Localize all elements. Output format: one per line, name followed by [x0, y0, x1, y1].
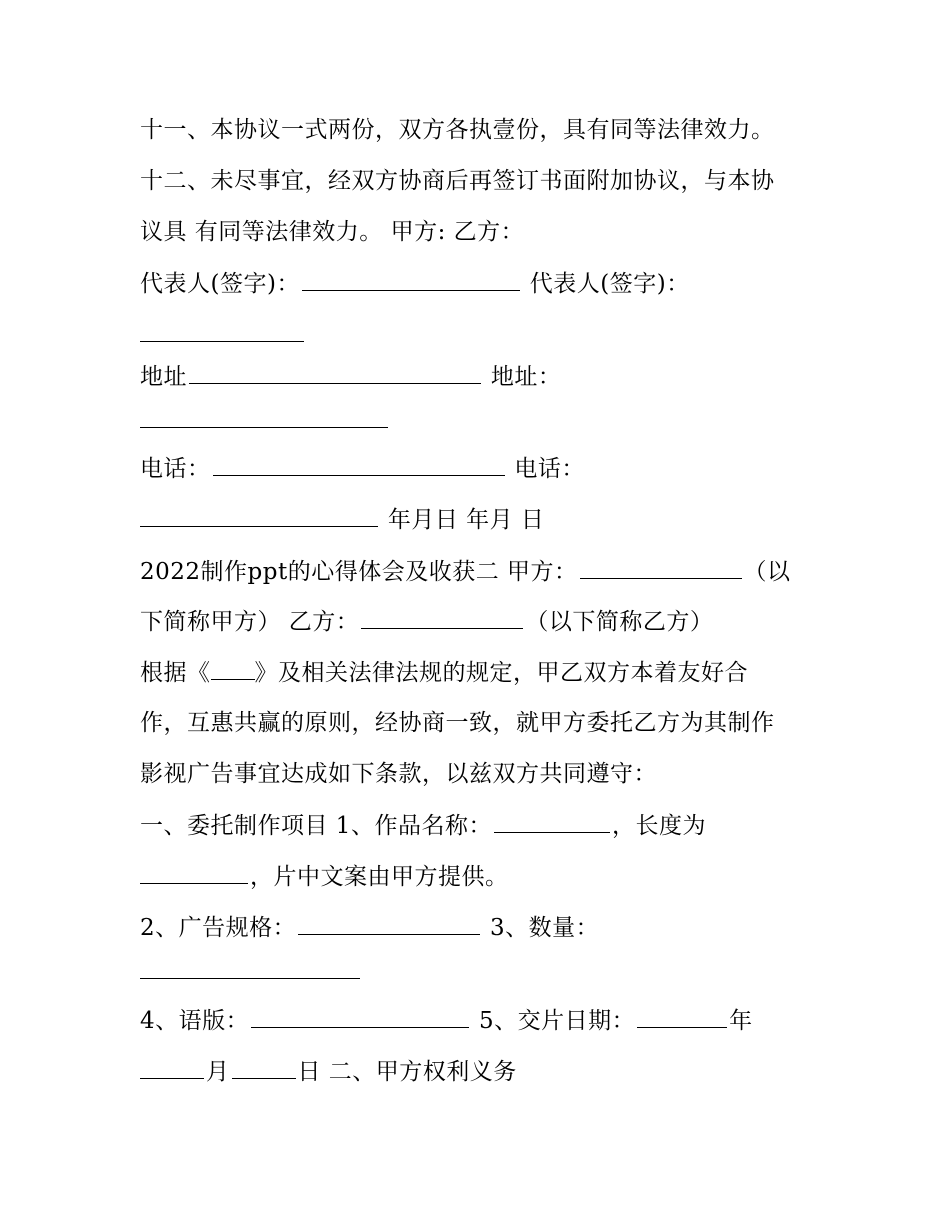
length-blank	[140, 861, 248, 884]
delivery-date-label: 5、交片日期：	[478, 1008, 636, 1034]
month-label: 月	[206, 1059, 230, 1085]
clause-11	[140, 115, 890, 145]
copywriting-text: ，片中文案由甲方提供。	[250, 864, 509, 890]
spec-line	[140, 912, 890, 943]
terms-text: 影视广告事宜达成如下条款，以兹双方共同遵守：	[140, 761, 657, 787]
legal-basis-line	[140, 657, 890, 688]
terms-line	[140, 759, 890, 789]
law-name-blank	[211, 657, 255, 680]
year-label: 年	[729, 1008, 753, 1034]
representative-line	[140, 268, 890, 299]
party-b-line	[140, 606, 890, 637]
party-b-representative-label: 代表人(签字)：	[529, 271, 690, 297]
item-1-line	[140, 810, 890, 841]
party-a-address-label: 地址	[140, 364, 187, 390]
phone-line	[140, 453, 890, 484]
party-a-name-blank	[580, 556, 742, 579]
clause-12-text: 十二、未尽事宜，经双方协商后再签订书面附加协议，与本协	[140, 168, 775, 194]
length-line	[140, 861, 890, 892]
clause-12	[140, 166, 890, 196]
party-b-phone-blank	[140, 504, 378, 527]
delivery-month-blank	[140, 1056, 204, 1079]
work-name-blank	[494, 810, 610, 833]
cooperation-text: 作，互惠共赢的原则，经协商一致，就甲方委托乙方为其制作	[140, 710, 775, 736]
representative-blank-line	[140, 319, 890, 350]
party-b-phone-label: 电话：	[514, 456, 585, 482]
work-name-label: 一、委托制作项目 1、作品名称：	[140, 813, 492, 839]
party-a-abbr-open: （以	[743, 559, 791, 585]
quantity-blank	[140, 956, 360, 979]
address-blank-line	[140, 405, 890, 436]
second-agreement-header	[140, 556, 890, 587]
language-label: 4、语版：	[140, 1008, 250, 1034]
date-line	[140, 504, 890, 535]
second-agreement-title: 2022制作ppt的心得体会及收获二 甲方：	[140, 559, 578, 585]
clause-12-continued	[140, 217, 890, 247]
party-a-representative-label: 代表人(签字)：	[140, 271, 300, 297]
legal-basis-open: 根据《	[140, 660, 211, 686]
language-line	[140, 1005, 890, 1036]
delivery-date-line	[140, 1056, 890, 1087]
spec-label: 2、广告规格：	[140, 915, 297, 941]
address-line	[140, 361, 890, 392]
party-b-label: 下简称甲方） 乙方：	[140, 609, 360, 635]
length-label: ，长度为	[611, 813, 706, 839]
party-b-name-blank	[361, 606, 523, 629]
spec-blank	[298, 912, 480, 935]
quantity-label: 3、数量：	[489, 915, 600, 941]
delivery-day-blank	[232, 1056, 296, 1079]
party-a-phone-label: 电话：	[140, 456, 211, 482]
party-a-signature-blank	[302, 268, 520, 291]
party-a-address-blank	[189, 361, 481, 384]
quantity-blank-line	[140, 956, 890, 987]
date-text: 年月日 年月 日	[387, 507, 545, 533]
party-b-address-blank	[140, 405, 388, 428]
section-2-heading: 日 二、甲方权利义务	[297, 1059, 517, 1085]
clause-12-continued-text: 议具 有同等法律效力。 甲方: 乙方：	[140, 219, 525, 245]
delivery-year-blank	[637, 1005, 727, 1028]
language-blank	[251, 1005, 469, 1028]
cooperation-line	[140, 708, 890, 738]
party-b-address-label: 地址：	[490, 364, 562, 390]
legal-basis-text: 》及相关法律法规的规定，甲乙双方本着友好合	[254, 660, 748, 686]
party-a-phone-blank	[213, 453, 505, 476]
party-b-signature-blank	[140, 319, 304, 342]
party-b-abbr: （以下简称乙方）	[525, 609, 714, 635]
clause-11-text: 十一、本协议一式两份，双方各执壹份，具有同等法律效力。	[140, 117, 775, 143]
